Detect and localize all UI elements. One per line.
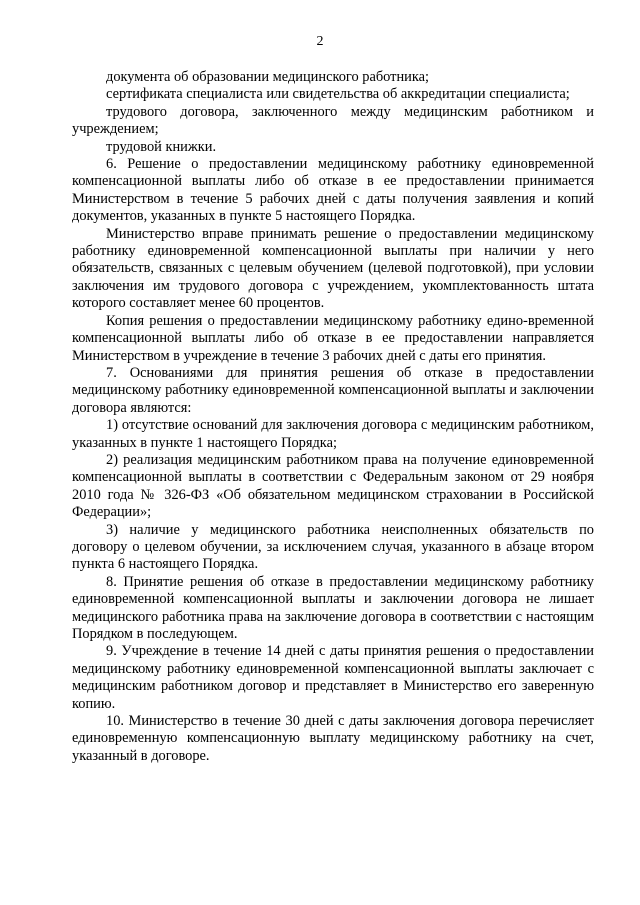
paragraph-10: 2) реализация медицинским работником права на получение единовременной компенсационной выплаты в соответствии с Федеральным законом от 29 ноября 2010 года № 326-ФЗ «Об обязательном медицинском страховании в Российской Федерации»; — [72, 451, 594, 521]
page-number: 2 — [316, 34, 324, 49]
paragraph-1: документа об образовании медицинского работника; — [106, 69, 430, 85]
paragraph-9: 1) отсутствие оснований для заключения договора с медицинским работником, указанных в пункте 1 настоящего Порядка; — [72, 417, 594, 451]
paragraph-8: 7. Основаниями для принятия решения об отказе в предоставлении медицинскому работнику единовременной компенсационной выплаты и заключении договора являются: — [72, 364, 594, 416]
paragraph-2: сертификата специалиста или свидетельства об аккредитации специалиста; — [106, 86, 570, 103]
paragraph-13: 9. Учреждение в течение 14 дней с даты принятия решения о предоставлении медицинскому работнику единовременной компенсационной выплаты заключает с медицинским работником договор и представляет в Министерство его заверенную копию. — [72, 643, 594, 712]
paragraph-6: Министерство вправе принимать решение о предоставлении медицинскому работнику единовременной компенсационной выплаты при наличии у него обязательств, связанных с целевым обучением (целевой подготовкой), при условии заключения им трудового договора с учреждением, укомплектованность штата которого составляет менее 60 процентов. — [72, 225, 594, 312]
paragraph-3: трудового договора, заключенного между медицинским работником и учреждением; — [72, 103, 594, 138]
paragraph-11: 3) наличие у медицинского работника неисполненных обязательств по договору о целевом обучении, за исключением случая, указанного в абзаце втором пункта 6 настоящего Порядка. — [72, 521, 594, 573]
document-body — [72, 69, 594, 765]
paragraph-12: 8. Принятие решения об отказе в предоставлении медицинскому работнику единовременной компенсационной выплаты и заключении договора не лишает медицинского работника права на заключение договора в соответствии с настоящим Порядком в последующем. — [72, 573, 594, 642]
paragraph-5: 6. Решение о предоставлении медицинскому работнику единовременной компенсационной выплаты либо об отказе в ее предоставлении принимается Министерством в течение 5 рабочих дней с даты получения заявления и копий документов, указанных в пункте 5 настоящего Порядка. — [72, 156, 594, 225]
paragraph-4: трудовой книжки. — [106, 138, 217, 155]
paragraph-7: Копия решения о предоставлении медицинскому работнику едино-временной компенсационной выплаты либо об отказе в ее предоставлении направляется Министерством в учреждение в течение 3 рабочих дней с даты его принятия. — [72, 312, 594, 364]
paragraph-14: 10. Министерство в течение 30 дней с даты заключения договора перечисляет единовременную компенсационную выплату медицинскому работнику на счет, указанный в договоре. — [72, 713, 594, 764]
